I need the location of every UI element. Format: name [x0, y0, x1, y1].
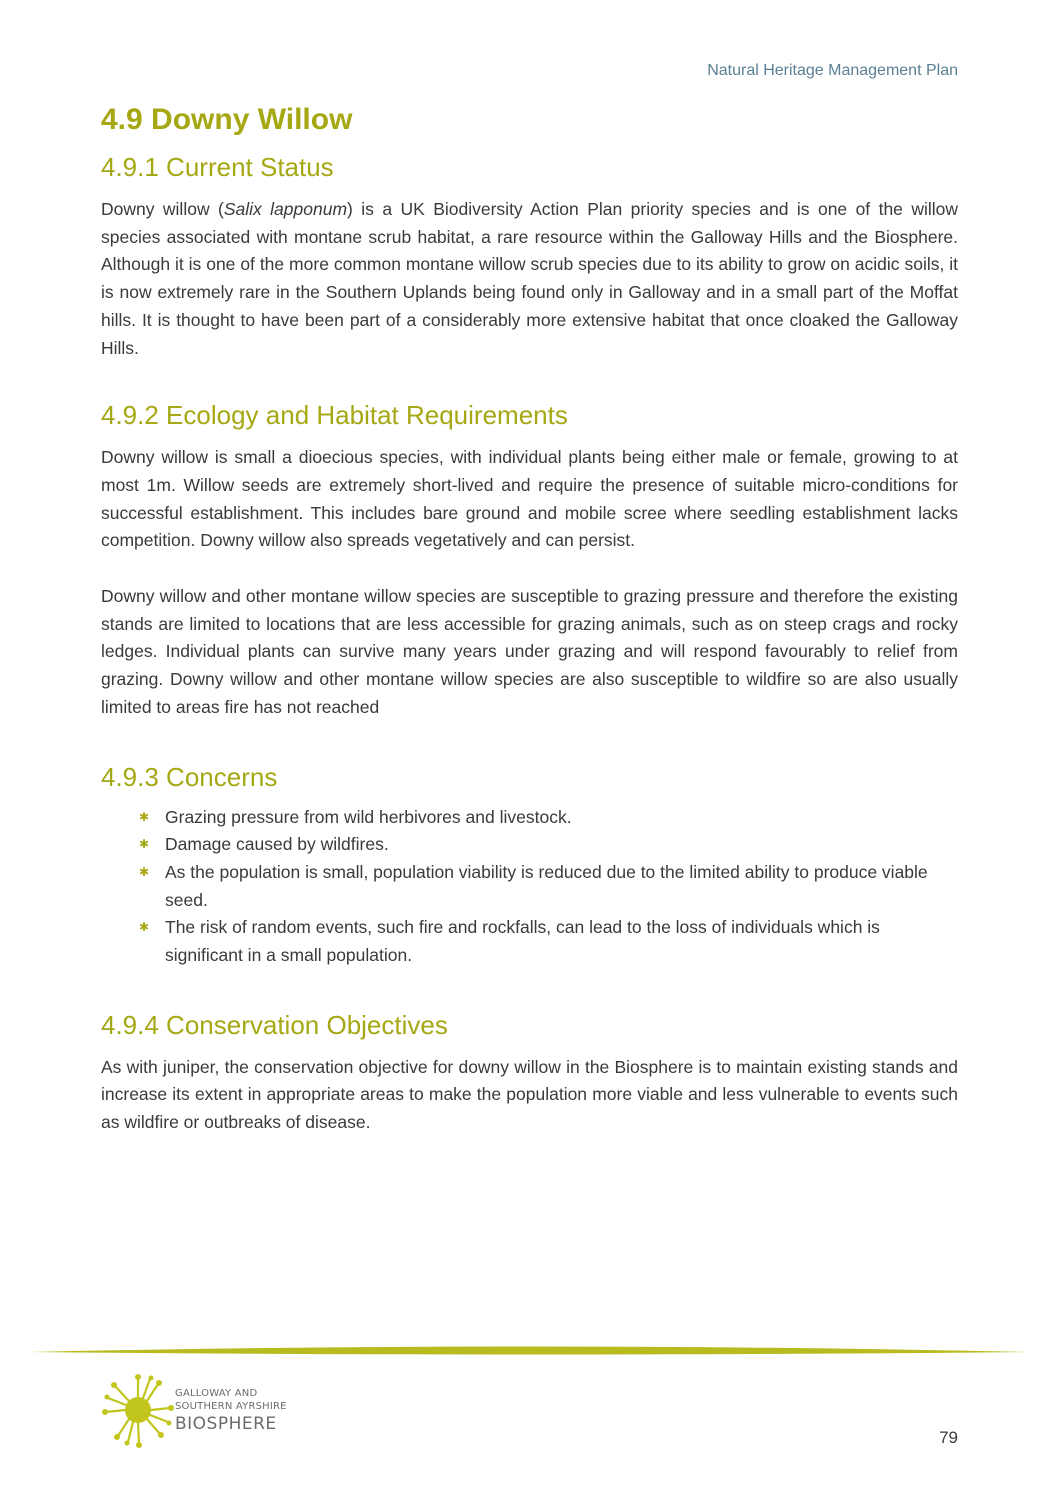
list-item — [101, 804, 958, 832]
logo-text-line-2: SOUTHERN AYRSHIRE — [175, 1401, 287, 1412]
section-title: 4.9 Downy Willow — [101, 103, 353, 136]
footer-divider — [30, 1343, 1030, 1359]
biosphere-logo-icon — [98, 1370, 178, 1450]
bullet-icon: ✱ — [138, 809, 150, 824]
list-item — [101, 831, 958, 859]
current-status-paragraph — [101, 196, 958, 362]
concern-text: Damage caused by wildfires. — [165, 834, 389, 855]
page-content — [101, 100, 958, 1137]
ecology-heading: 4.9.2 Ecology and Habitat Requirements — [101, 400, 568, 431]
bullet-icon: ✱ — [138, 864, 150, 879]
page-number: 79 — [939, 1428, 958, 1447]
current-status-text-start: Downy willow ( — [101, 199, 224, 219]
concern-text: As the population is small, population viability is reduced due to the limited ability to produce viable seed. — [165, 861, 928, 910]
species-latin-name: Salix lapponum — [223, 199, 348, 219]
current-status-text-end: ) is a UK Biodiversity Action Plan priority species and is one of the willow species associated with montane scrub habitat, a rare resource within the Galloway Hills and the Biosphere. Although it is one of the more common montane willow scrub species due to its ability to grow on acidic soils, it is now extremely rare in the Southern Uplands being found only in Galloway and in a small part of the Moffat hills. It is thought to have been part of a considerably more extensive habitat that once cloaked the Galloway Hills. — [101, 199, 959, 358]
ecology-paragraph-1: Downy willow is small a dioecious species, with individual plants being either male or female, growing to at most 1m. Willow seeds are extremely short-lived and require the presence of suitable micro-conditions for successful establishment. This includes bare ground and mobile scree where seedling establishment lacks competition. Downy willow also spreads vegetatively and can persist. — [101, 447, 958, 551]
objectives-heading: 4.9.4 Conservation Objectives — [101, 1009, 448, 1040]
concern-text: The risk of random events, such fire and rockfalls, can lead to the loss of individuals which is significant in a small population. — [165, 917, 880, 966]
list-item — [101, 914, 958, 969]
current-status-heading: 4.9.1 Current Status — [101, 152, 334, 182]
logo-text-line-1: GALLOWAY AND — [175, 1388, 258, 1399]
concerns-list — [101, 804, 958, 970]
bullet-icon: ✱ — [138, 837, 150, 852]
list-item — [101, 859, 958, 914]
bullet-icon: ✱ — [138, 920, 150, 935]
logo-text-line-3: BIOSPHERE — [175, 1414, 277, 1434]
biosphere-logo-text — [175, 1387, 287, 1435]
concern-text: Grazing pressure from wild herbivores and livestock. — [165, 806, 572, 827]
ecology-paragraph-2: Downy willow and other montane willow species are susceptible to grazing pressure and therefore the existing stands are limited to locations that are less accessible for grazing animals, such as on steep crags and rocky ledges. Individual plants can survive many years under grazing and will respond favourably to relief from grazing. Downy willow and other montane willow species are also susceptible to wildfire so are also usually limited to areas fire has not reached — [101, 586, 958, 717]
running-header: Natural Heritage Management Plan — [707, 62, 958, 79]
concerns-heading: 4.9.3 Concerns — [101, 761, 278, 792]
objectives-paragraph: As with juniper, the conservation objective for downy willow in the Biosphere is to maintain existing stands and increase its extent in appropriate areas to make the population more viable and less vulnerable to events such as wildfire or outbreaks of disease. — [101, 1056, 958, 1133]
